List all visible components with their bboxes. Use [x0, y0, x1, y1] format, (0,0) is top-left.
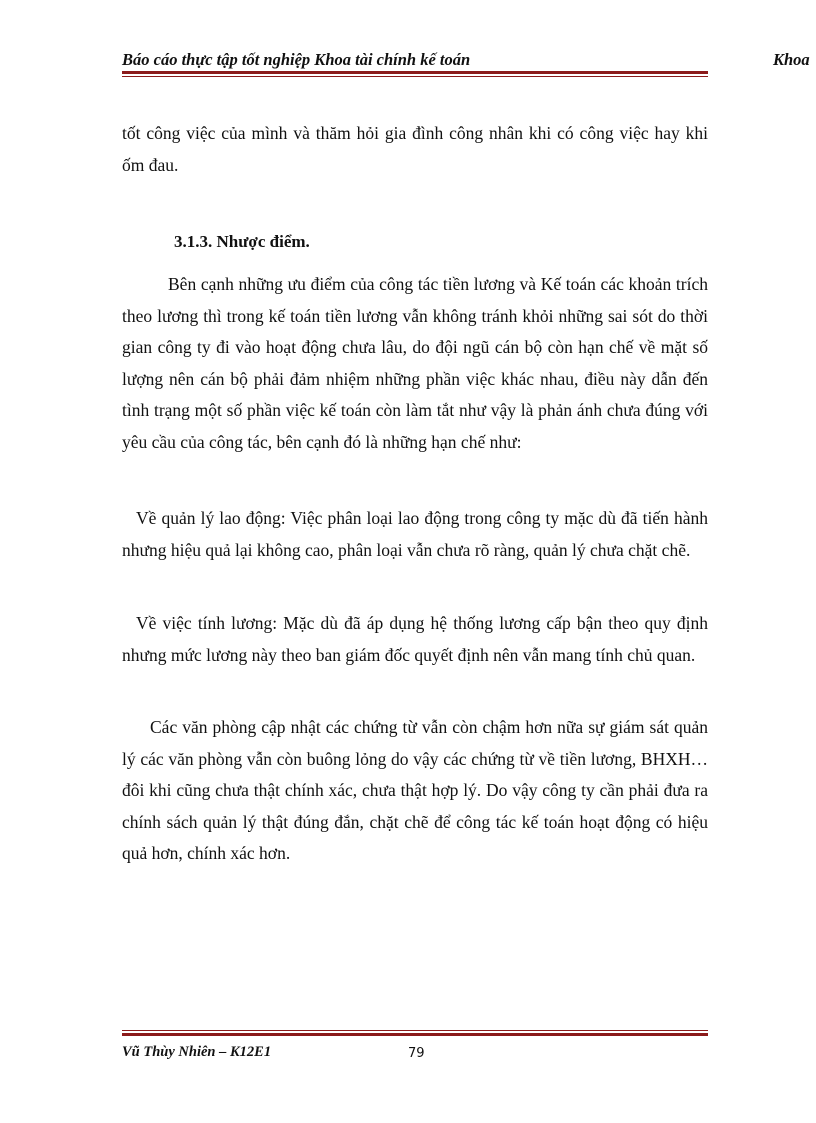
- header-title: Báo cáo thực tập tốt nghiệp Khoa tài chính kế toán: [122, 50, 471, 69]
- header-department: Khoa: [773, 50, 810, 69]
- footer-rule-thick: [122, 1033, 708, 1036]
- paragraph-offices-documents: [122, 712, 708, 870]
- footer-rule-thin: [122, 1030, 708, 1031]
- paragraph-text: Bên cạnh những ưu điểm của công tác tiền lương và Kế toán các khoản trích theo lương thì trong kế toán tiền lương vẫn không tránh khỏi những sai sót do thời gian công ty đi vào hoạt động chưa lâu, do đội ngũ cán bộ còn hạn chế về mặt số lượng nên cán bộ phải đảm nhiệm những phần việc khác nhau, điều này dẫn đến tình trạng một số phần việc kế toán còn làm tắt như vậy là phản ánh chưa đúng với yêu cầu của công tác, bên cạnh đó là những hạn chế như:: [122, 274, 708, 452]
- footer-author: Vũ Thùy Nhiên – K12E1: [122, 1044, 272, 1060]
- paragraph-text: Về quản lý lao động: Việc phân loại lao động trong công ty mặc dù đã tiến hành nhưng hiệu quả lại không cao, phân loại vẫn chưa rõ ràng, quản lý chưa chặt chẽ.: [122, 508, 708, 560]
- paragraph-text: Các văn phòng cập nhật các chứng từ vẫn còn chậm hơn nữa sự giám sát quản lý các văn phòng vẫn còn buông lỏng do vậy các chứng từ về tiền lương, BHXH… đôi khi cũng chưa thật chính xác, chưa thật hợp lý. Do vậy công ty cần phải đưa ra chính sách quản lý thật đúng đắn, chặt chẽ để công tác kế toán hoạt động có hiệu quả hơn, chính xác hơn.: [122, 717, 708, 863]
- paragraph-text: Về việc tính lương: Mặc dù đã áp dụng hệ thống lương cấp bận theo quy định nhưng mức lương này theo ban giám đốc quyết định nên vẫn mang tính chủ quan.: [122, 613, 708, 665]
- paragraph-text: tốt công việc của mình và thăm hỏi gia đình công nhân khi có công việc hay khi ốm đau.: [122, 123, 708, 175]
- section-heading: 3.1.3. Nhược điểm.: [174, 232, 310, 251]
- paragraph-salary-calculation: [122, 608, 708, 671]
- header-rule-thick: [122, 71, 708, 74]
- paragraph-labor-management: [122, 503, 708, 566]
- page-number: 79: [408, 1046, 425, 1061]
- paragraph-weaknesses-intro: [122, 269, 708, 458]
- header-rule-thin: [122, 76, 708, 77]
- paragraph-continuation: [122, 118, 708, 181]
